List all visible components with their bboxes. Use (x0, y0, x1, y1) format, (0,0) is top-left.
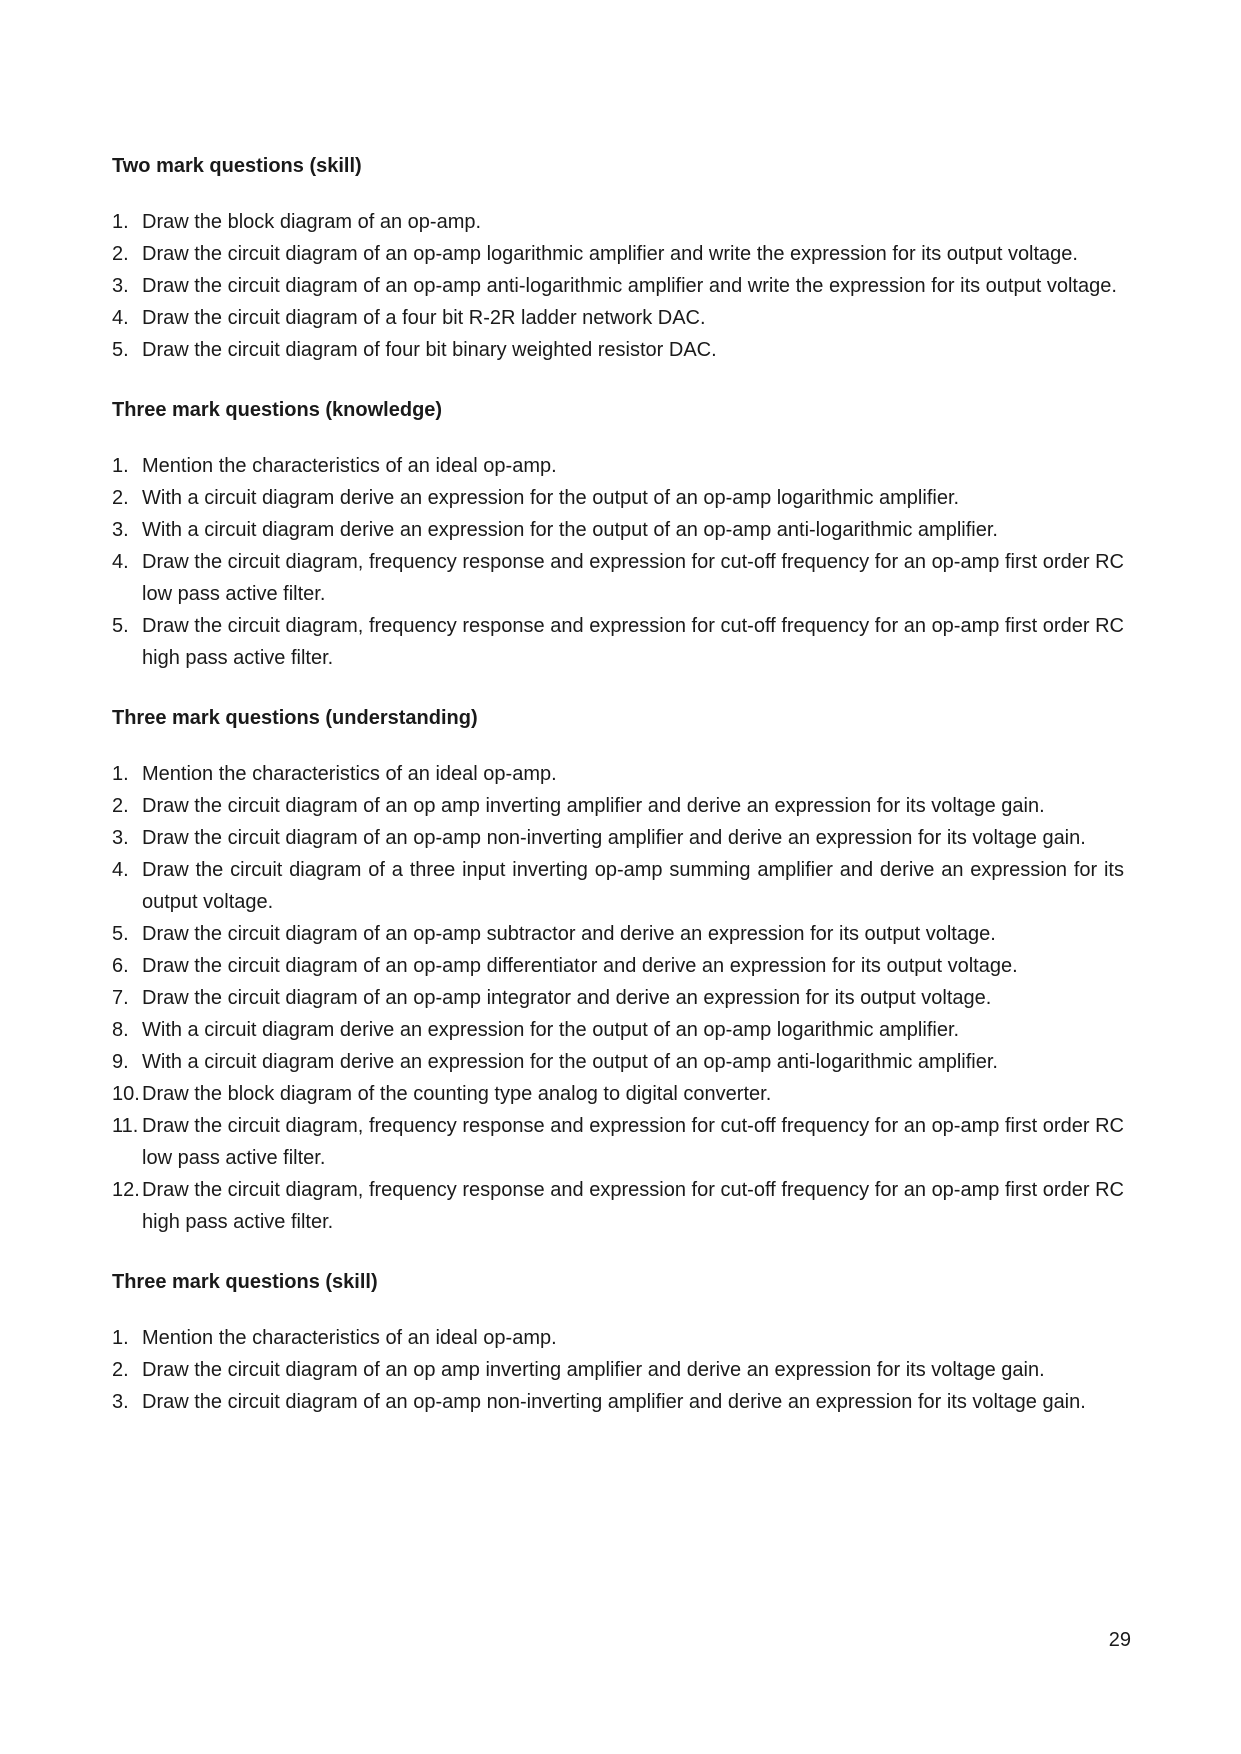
question-number: 1. (112, 1327, 129, 1349)
question-item (112, 1110, 1124, 1174)
question-text: With a circuit diagram derive an expression for the output of an op-amp logarithmic amplifier. (142, 1019, 960, 1041)
question-item (112, 982, 1124, 1014)
question-number: 4. (112, 551, 129, 573)
question-number: 3. (112, 275, 129, 297)
question-item (112, 1078, 1124, 1110)
question-number: 4. (112, 859, 129, 881)
question-item (112, 1046, 1124, 1078)
question-text: Draw the circuit diagram of an op-amp differentiator and derive an expression for its output voltage. (142, 955, 1018, 977)
question-item (112, 918, 1124, 950)
question-list (112, 758, 1124, 1238)
question-text: Draw the circuit diagram, frequency response and expression for cut-off frequency for an op-amp first order RC low pass active filter. (142, 1115, 1124, 1169)
question-text: Draw the circuit diagram of a three input inverting op-amp summing amplifier and derive an expression for its output voltage. (142, 859, 1124, 913)
question-text: Draw the circuit diagram of an op-amp non-inverting amplifier and derive an expression for its voltage gain. (142, 1391, 1086, 1413)
question-text: With a circuit diagram derive an expression for the output of an op-amp logarithmic amplifier. (142, 487, 960, 509)
question-text: Draw the circuit diagram, frequency response and expression for cut-off frequency for an op-amp first order RC high pass active filter. (142, 1179, 1124, 1233)
question-text: Draw the circuit diagram of an op-amp non-inverting amplifier and derive an expression for its voltage gain. (142, 827, 1086, 849)
question-number: 10. (112, 1083, 140, 1105)
question-number: 3. (112, 1391, 129, 1413)
question-number: 2. (112, 1359, 129, 1381)
question-number: 8. (112, 1019, 129, 1041)
question-number: 9. (112, 1051, 129, 1073)
question-item (112, 854, 1124, 918)
question-number: 3. (112, 827, 129, 849)
question-item (112, 1174, 1124, 1238)
question-number: 5. (112, 923, 129, 945)
question-text: Draw the circuit diagram of a four bit R-2R ladder network DAC. (142, 307, 706, 329)
question-number: 12. (112, 1179, 140, 1201)
question-item (112, 822, 1124, 854)
question-number: 5. (112, 615, 129, 637)
question-number: 2. (112, 243, 129, 265)
question-number: 4. (112, 307, 129, 329)
question-list (112, 206, 1124, 366)
question-text: Draw the circuit diagram of an op-amp subtractor and derive an expression for its output voltage. (142, 923, 996, 945)
page-number: 29 (1108, 1629, 1131, 1651)
section-heading: Three mark questions (skill) (112, 1271, 378, 1293)
question-item (112, 1322, 1124, 1354)
question-text: Mention the characteristics of an ideal op-amp. (142, 455, 557, 477)
question-item (112, 758, 1124, 790)
question-number: 2. (112, 795, 129, 817)
question-text: Draw the circuit diagram of an op amp inverting amplifier and derive an expression for its voltage gain. (142, 1359, 1045, 1381)
question-number: 11. (112, 1115, 139, 1137)
question-text: Mention the characteristics of an ideal op-amp. (142, 1327, 557, 1349)
question-list (112, 450, 1124, 674)
question-item (112, 546, 1124, 610)
question-item (112, 950, 1124, 982)
question-item (112, 270, 1124, 302)
question-item (112, 610, 1124, 674)
question-text: Draw the circuit diagram, frequency response and expression for cut-off frequency for an op-amp first order RC low pass active filter. (142, 551, 1124, 605)
question-item (112, 206, 1124, 238)
question-number: 1. (112, 455, 129, 477)
question-number: 5. (112, 339, 129, 361)
question-text: Draw the circuit diagram, frequency response and expression for cut-off frequency for an op-amp first order RC high pass active filter. (142, 615, 1124, 669)
question-text: Mention the characteristics of an ideal op-amp. (142, 763, 557, 785)
question-item (112, 334, 1124, 366)
question-text: Draw the circuit diagram of an op-amp integrator and derive an expression for its output voltage. (142, 987, 992, 1009)
question-text: Draw the circuit diagram of an op amp inverting amplifier and derive an expression for its voltage gain. (142, 795, 1045, 817)
question-number: 7. (112, 987, 129, 1009)
question-text: With a circuit diagram derive an expression for the output of an op-amp anti-logarithmic amplifier. (142, 519, 998, 541)
question-item (112, 238, 1124, 270)
question-item (112, 1354, 1124, 1386)
section-heading: Two mark questions (skill) (112, 155, 362, 177)
question-item (112, 450, 1124, 482)
question-list (112, 1322, 1124, 1418)
question-text: Draw the circuit diagram of four bit binary weighted resistor DAC. (142, 339, 717, 361)
question-item (112, 482, 1124, 514)
section-heading: Three mark questions (knowledge) (112, 399, 443, 421)
question-text: With a circuit diagram derive an expression for the output of an op-amp anti-logarithmic amplifier. (142, 1051, 998, 1073)
question-number: 6. (112, 955, 129, 977)
question-number: 1. (112, 763, 129, 785)
question-text: Draw the circuit diagram of an op-amp logarithmic amplifier and write the expression for its output voltage. (142, 243, 1078, 265)
page-content (112, 152, 1124, 1448)
question-item (112, 790, 1124, 822)
question-number: 2. (112, 487, 129, 509)
question-item (112, 1014, 1124, 1046)
section-heading: Three mark questions (understanding) (112, 707, 478, 729)
question-item (112, 302, 1124, 334)
question-number: 3. (112, 519, 129, 541)
question-item (112, 1386, 1124, 1418)
question-item (112, 514, 1124, 546)
question-number: 1. (112, 211, 129, 233)
question-text: Draw the block diagram of an op-amp. (142, 211, 482, 233)
question-text: Draw the block diagram of the counting type analog to digital converter. (142, 1083, 772, 1105)
question-text: Draw the circuit diagram of an op-amp anti-logarithmic amplifier and write the expression for its output voltage. (142, 275, 1117, 297)
